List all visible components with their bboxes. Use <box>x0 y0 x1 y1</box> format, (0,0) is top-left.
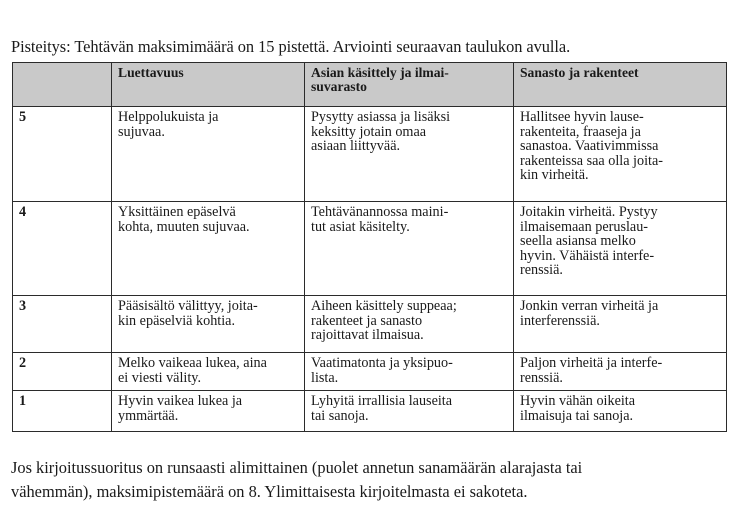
vocabulary-cell: Joitakin virheitä. Pystyy ilmaisemaan peruslau- seella asiansa melko hyvin. Vähäistä interfe- renssiä. <box>514 202 727 296</box>
content-cell: Vaatimatonta ja yksipuo- lista. <box>305 353 514 391</box>
scoring-intro: Pisteitys: Tehtävän maksimimäärä on 15 pistettä. Arviointi seuraavan taulukon avulla. <box>11 37 571 56</box>
score-cell: 3 <box>13 296 112 353</box>
score-cell: 5 <box>13 107 112 202</box>
vocabulary-cell: Jonkin verran virheitä ja interferenssiä. <box>514 296 727 353</box>
header-content: Asian käsittely ja ilmai- suvarasto <box>305 63 514 107</box>
table-row <box>13 107 727 202</box>
header-readability: Luettavuus <box>112 63 305 107</box>
readability-cell: Melko vaikeaa lukea, aina ei viesti välity. <box>112 353 305 391</box>
vocabulary-cell: Paljon virheitä ja interfe- renssiä. <box>514 353 727 391</box>
content-cell: Tehtävänannossa maini- tut asiat käsitelty. <box>305 202 514 296</box>
content-cell: Pysytty asiassa ja lisäksi keksitty jotain omaa asiaan liittyvää. <box>305 107 514 202</box>
scoring-table <box>12 62 727 432</box>
table-row <box>13 353 727 391</box>
score-cell: 4 <box>13 202 112 296</box>
score-cell: 2 <box>13 353 112 391</box>
length-note: Jos kirjoitussuoritus on runsaasti alimittainen (puolet annetun sanamäärän alarajasta tai vähemmän), maksimipistemäärä on 8. Ylimittaisesta kirjoitelmasta ei sakoteta. <box>11 458 583 501</box>
header-vocabulary: Sanasto ja rakenteet <box>514 63 727 107</box>
table-header-row <box>13 63 727 107</box>
content-cell: Lyhyitä irrallisia lauseita tai sanoja. <box>305 391 514 432</box>
score-cell: 1 <box>13 391 112 432</box>
table-row <box>13 202 727 296</box>
readability-cell: Helppolukuista ja sujuvaa. <box>112 107 305 202</box>
table-row <box>13 391 727 432</box>
readability-cell: Pääsisältö välittyy, joita- kin epäselviä kohtia. <box>112 296 305 353</box>
header-score <box>13 63 112 107</box>
vocabulary-cell: Hallitsee hyvin lause- rakenteita, fraaseja ja sanastoa. Vaativimmissa rakenteissa saa olla joita- kin virheitä. <box>514 107 727 202</box>
readability-cell: Hyvin vaikea lukea ja ymmärtää. <box>112 391 305 432</box>
vocabulary-cell: Hyvin vähän oikeita ilmaisuja tai sanoja. <box>514 391 727 432</box>
table-row <box>13 296 727 353</box>
content-cell: Aiheen käsittely suppeaa; rakenteet ja sanasto rajoittavat ilmaisua. <box>305 296 514 353</box>
readability-cell: Yksittäinen epäselvä kohta, muuten sujuvaa. <box>112 202 305 296</box>
